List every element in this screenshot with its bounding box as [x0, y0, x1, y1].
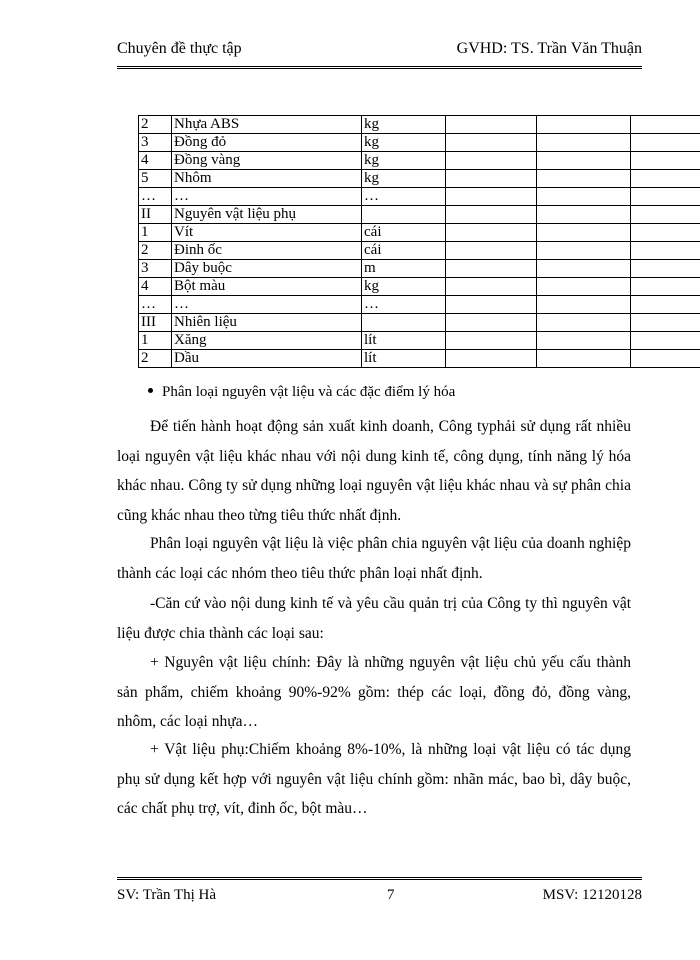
- table-cell: [446, 170, 537, 188]
- table-cell: [446, 314, 537, 332]
- header-advisor: GVHD: TS. Trần Văn Thuận: [456, 40, 642, 57]
- table-row: [139, 278, 700, 296]
- table-cell: Nhiên liệu: [172, 314, 362, 332]
- table-cell: kg: [362, 152, 446, 170]
- table-cell: [362, 314, 446, 332]
- table-cell: 4: [139, 278, 172, 296]
- table-cell: lít: [362, 332, 446, 350]
- table-cell: [537, 350, 631, 368]
- table-cell: [631, 116, 700, 134]
- table-cell: Đồng đỏ: [172, 134, 362, 152]
- table-cell: 5: [139, 170, 172, 188]
- table-row: [139, 314, 700, 332]
- table-cell: [631, 314, 700, 332]
- page-header: [117, 40, 642, 69]
- table-cell: kg: [362, 278, 446, 296]
- paragraph-1: Để tiến hành hoạt động sản xuất kinh doanh, Công typhải sử dụng rất nhiều loại nguyên vật liệu khác nhau với nội dung kinh tế, công dụng, tính năng lý hóa khác nhau. Công ty sử dụng những loại nguyên vật liệu khác nhau và sự phân chia cũng khác nhau theo từng tiêu thức nhất định.: [117, 418, 631, 524]
- table-cell: [631, 296, 700, 314]
- page-number: 7: [387, 887, 395, 903]
- table-cell: [537, 314, 631, 332]
- table-cell: [537, 332, 631, 350]
- table-cell: [537, 188, 631, 206]
- table-cell: lít: [362, 350, 446, 368]
- table-row: [139, 206, 700, 224]
- table-row: [139, 260, 700, 278]
- table-cell: [537, 206, 631, 224]
- table-cell: [446, 350, 537, 368]
- bullet-text: Phân loại nguyên vật liệu và các đặc điểm lý hóa: [162, 384, 456, 400]
- table-cell: II: [139, 206, 172, 224]
- table-row: [139, 152, 700, 170]
- table-row: [139, 332, 700, 350]
- table-row: [139, 224, 700, 242]
- table-cell: [446, 206, 537, 224]
- table-cell: [446, 260, 537, 278]
- table-cell: [537, 152, 631, 170]
- table-cell: 4: [139, 152, 172, 170]
- table-cell: …: [362, 296, 446, 314]
- table-cell: [631, 188, 700, 206]
- table-cell: 1: [139, 224, 172, 242]
- footer-student-id: MSV: 12120128: [542, 887, 642, 903]
- table-row: [139, 296, 700, 314]
- table-cell: [631, 260, 700, 278]
- table-cell: [631, 170, 700, 188]
- footer-student: SV: Trần Thị Hà: [117, 887, 217, 903]
- header-title: Chuyên đề thực tập: [117, 40, 242, 57]
- table-cell: …: [172, 296, 362, 314]
- materials-table: [138, 115, 700, 368]
- table-cell: 3: [139, 134, 172, 152]
- table-cell: m: [362, 260, 446, 278]
- table-cell: [631, 332, 700, 350]
- table-cell: [446, 278, 537, 296]
- table-cell: [631, 278, 700, 296]
- table-row: [139, 116, 700, 134]
- table-cell: [537, 116, 631, 134]
- table-row: [139, 350, 700, 368]
- table-cell: Nguyên vật liệu phụ: [172, 206, 362, 224]
- table-cell: [537, 296, 631, 314]
- table-cell: [631, 350, 700, 368]
- table-cell: [362, 206, 446, 224]
- table-cell: Vít: [172, 224, 362, 242]
- table-row: [139, 242, 700, 260]
- table-cell: [446, 332, 537, 350]
- table-cell: [446, 188, 537, 206]
- table-cell: kg: [362, 170, 446, 188]
- table-cell: [446, 224, 537, 242]
- table-cell: Nhôm: [172, 170, 362, 188]
- table-cell: cái: [362, 224, 446, 242]
- table-cell: [537, 278, 631, 296]
- paragraph-4: + Nguyên vật liệu chính: Đây là những nguyên vật liệu chủ yếu cấu thành sản phẩm, chiếm khoảng 90%-92% gồm: thép các loại, đồng đỏ, đồng vàng, nhôm, các loại nhựa…: [117, 654, 631, 730]
- table-cell: [537, 134, 631, 152]
- paragraph-2: Phân loại nguyên vật liệu là việc phân chia nguyên vật liệu của doanh nghiệp thành các loại các nhóm theo tiêu thức phân loại nhất định.: [117, 535, 631, 582]
- table-cell: [631, 134, 700, 152]
- table-cell: Bột màu: [172, 278, 362, 296]
- table-cell: [631, 224, 700, 242]
- table-cell: [537, 224, 631, 242]
- table-cell: 2: [139, 242, 172, 260]
- table-cell: III: [139, 314, 172, 332]
- table-row: [139, 134, 700, 152]
- bullet-icon: [148, 388, 153, 393]
- bullet-heading: [148, 384, 455, 401]
- table-cell: cái: [362, 242, 446, 260]
- table-cell: Đồng vàng: [172, 152, 362, 170]
- table-cell: Xăng: [172, 332, 362, 350]
- table-cell: Đinh ốc: [172, 242, 362, 260]
- table-cell: kg: [362, 116, 446, 134]
- table-cell: 3: [139, 260, 172, 278]
- table-cell: [446, 134, 537, 152]
- table-cell: [446, 152, 537, 170]
- table-row: [139, 170, 700, 188]
- table-cell: Dây buộc: [172, 260, 362, 278]
- table-cell: 2: [139, 350, 172, 368]
- paragraph-3: -Căn cứ vào nội dung kinh tế và yêu cầu quản trị của Công ty thì nguyên vật liệu được chia thành các loại sau:: [117, 595, 631, 642]
- table-cell: Nhựa ABS: [172, 116, 362, 134]
- table-cell: [631, 242, 700, 260]
- table-cell: 2: [139, 116, 172, 134]
- table-cell: [631, 206, 700, 224]
- table-cell: kg: [362, 134, 446, 152]
- table-row: [139, 188, 700, 206]
- table-cell: …: [172, 188, 362, 206]
- page-footer: [117, 877, 642, 914]
- table-cell: [537, 242, 631, 260]
- table-cell: …: [139, 188, 172, 206]
- table-cell: …: [362, 188, 446, 206]
- table-cell: [631, 152, 700, 170]
- table-cell: 1: [139, 332, 172, 350]
- paragraph-5: + Vật liệu phụ:Chiếm khoảng 8%-10%, là những loại vật liệu có tác dụng phụ sử dụng kết hợp với nguyên vật liệu chính gồm: nhãn mác, bao bì, dây buộc, các chất phụ trợ, vít, đinh ốc, bột màu…: [117, 741, 631, 817]
- table-cell: …: [139, 296, 172, 314]
- table-cell: [537, 170, 631, 188]
- table-cell: [446, 116, 537, 134]
- table-cell: [537, 260, 631, 278]
- table-cell: [446, 242, 537, 260]
- table-cell: [446, 296, 537, 314]
- table-cell: Dầu: [172, 350, 362, 368]
